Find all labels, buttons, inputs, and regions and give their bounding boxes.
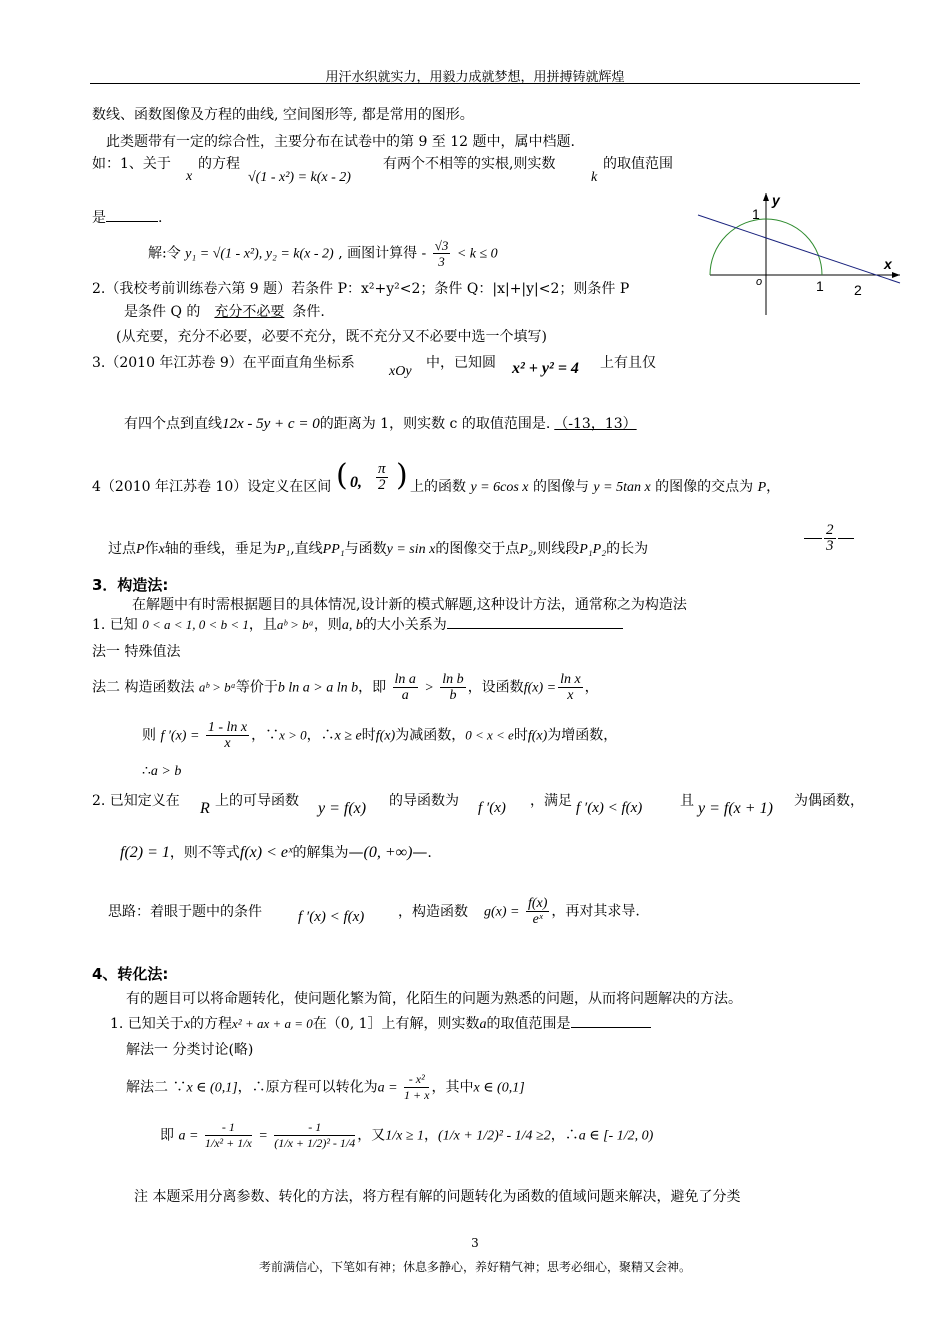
- problem-4-line-2: 过点P作x轴的垂线，垂足为P₁,直线PP₁与函数y = sin x的图像交于点P₂,则线段P₁P₂的长为: [108, 541, 649, 557]
- text-span: 中，已知圆: [426, 355, 496, 371]
- var-k: k: [591, 170, 598, 185]
- s4-transform: 即 a = $\frac{- 1}{\text{1/x² + 1/x}}$ = $\frac{- 1}{\text{(1/x + 1/2)² - 1/4}}$ ，又1/x ≥ 1，(1/x + 1/2)² - 1/4 ≥2，∴a ∈ [- 1/2, 0): [160, 1120, 654, 1150]
- even-func: y = f(x + 1): [698, 800, 773, 817]
- bracket-right: ): [396, 458, 408, 493]
- s3-derivative: 则 f ′(x) = $\frac{\text{1 - ln x}}{x}$ ，∵x > 0，∴x ≥ e时f(x)为减函数，0 < x < e时f(x)为增函数，: [142, 720, 618, 751]
- s4-solution-2: 解法二 ∵x ∈ (0,1]，∴原方程可以转化为a = $\frac{\text{- x²}}{1 + x}$ ，其中x ∈ (0,1]: [126, 1072, 525, 1102]
- problem-2-line: 是条件 Q 的 充分不必要 条件.: [124, 304, 325, 320]
- header-rule: [90, 83, 860, 84]
- question-1-line: 如：1、关于: [92, 156, 171, 172]
- problem-4-line: 4（2010 年江苏卷 10）设定义在区间: [92, 479, 332, 495]
- origin-label: o: [756, 276, 763, 288]
- line-y2: [698, 215, 900, 283]
- s4-solution-1: 解法一 分类讨论(略): [126, 1042, 254, 1058]
- interval-start: 0,: [350, 474, 362, 491]
- text-span: 且: [680, 793, 694, 809]
- var-x: x: [186, 169, 193, 184]
- s3-question-2: 2. 已知定义在: [92, 793, 180, 809]
- section-3-title: 3．构造法:: [92, 576, 169, 594]
- text-line: 是 .: [92, 210, 163, 226]
- hint-gx: g(x) = $\frac{f(x)}{\text{eˣ}}$ ，再对其求导.: [484, 896, 640, 927]
- x-tick-1: 1: [816, 278, 824, 294]
- problem-3-line: 有四个点到直线12x - 5y + c = 0的距离为 1，则实数 c 的取值范围是. （-13，13）: [124, 413, 659, 433]
- text-span: ，构造函数: [398, 904, 468, 920]
- y-axis-arrow: [763, 193, 769, 201]
- bracket-left: (: [336, 458, 348, 493]
- s4-question-1: 1. 已知关于x的方程x² + ax + a = 0在（0, 1］上有解，则实数a的取值范围是: [110, 1013, 651, 1033]
- s3-method-2: 法二 构造函数法 aᵇ > bᵃ等价于b ln a > a ln b，即 $\frac{\text{ln a}}{a}$ > $\frac{\text{ln b}}{b}$ ，设函数f(x) = $\frac{\text{ln x}}{x}$ ，: [92, 672, 599, 703]
- func-fprime: f ′(x): [478, 800, 506, 816]
- s3-question-1: 1. 已知 0 < a < 1, 0 < b < 1，且aᵇ > bᵃ，则a, b的大小关系为: [92, 614, 623, 634]
- s3-hint: 思路：着眼于题中的条件: [108, 904, 262, 920]
- func-y: y = f(x): [318, 800, 367, 817]
- text-span: 有两个不相等的实根,则实数: [383, 156, 556, 172]
- problem-3-line: 3.（2010 年江苏卷 9）在平面直角坐标系: [92, 355, 355, 371]
- pi-over-2: $\frac{\pi}{2}$: [378, 461, 386, 493]
- s3-conclusion: ∴a > b: [142, 763, 182, 779]
- ineq: f ′(x) < f(x): [576, 800, 643, 816]
- section-3-intro: 在解题中有时需根据题目的具体情况,设计新的模式解题,这种设计方法，通常称之为构造法: [132, 597, 687, 613]
- text-line: 此类题带有一定的综合性，主要分布在试卷中的第 9 至 12 题中，属中档题.: [106, 134, 575, 150]
- text-span: 上有且仅: [600, 355, 656, 371]
- x-axis-arrow: [892, 272, 900, 278]
- circle-line-figure: [690, 185, 910, 320]
- set-R: R: [200, 800, 210, 817]
- answer-two-thirds: $\frac{2}{3}$: [804, 523, 854, 554]
- text-line: 数线、函数图像及方程的曲线, 空间图形等, 都是常用的图形。: [92, 107, 474, 123]
- equation: √(1 - x²) = k(x - 2): [248, 170, 351, 185]
- section-4-intro: 有的题目可以将命题转化，使问题化繁为简，化陌生的问题为熟悉的问题，从而将问题解决的方法。: [126, 991, 742, 1007]
- problem-4-rest: 上的函数 y = 6cos x 的图像与 y = 5tan x 的图像的交点为 P，: [410, 479, 781, 495]
- x-label: x: [884, 256, 892, 272]
- section-4-title: 4、转化法:: [92, 965, 169, 983]
- var-xoy: xOy: [389, 364, 412, 379]
- text-span: 的导函数为: [389, 793, 459, 809]
- answer-blank: 充分不必要: [214, 304, 285, 320]
- answer-blank: （-13，13）: [554, 416, 637, 432]
- text-span: ，满足: [530, 793, 572, 809]
- hint-ineq: f ′(x) < f(x): [298, 909, 365, 925]
- x-tick-2: 2: [854, 282, 862, 298]
- header-motto: 用汗水织就实力，用毅力成就梦想，用拼搏铸就辉煌: [325, 70, 625, 85]
- text-span: 上的可导函数: [215, 793, 299, 809]
- s3-method-1: 法一 特殊值法: [92, 644, 181, 660]
- circle-equation: x² + y² = 4: [512, 360, 579, 377]
- y-tick-1: 1: [752, 206, 760, 222]
- footer-motto: 考前满信心，下笔如有神；休息多静心，养好精气神；思考必细心，聚精又会神。: [258, 1260, 691, 1274]
- text-span: 的取值范围: [603, 156, 673, 172]
- solution-line: 解:令 y₁ = √(1 - x²), y₂ = k(x - 2) , 画图计算得 - $\frac{√3}{3}$ < k ≤ 0: [148, 238, 498, 269]
- y-label: y: [772, 192, 780, 208]
- text-span: 的方程: [198, 156, 240, 172]
- problem-2-line: 2.（我校考前训练卷六第 9 题）若条件 P：x²+y²<2；条件 Q：|x|+|y|<2；则条件 P: [92, 281, 630, 297]
- s4-note: 注 本题采用分离参数、转化的方法，将方程有解的问题转化为函数的值域问题来解决，避免了分类: [134, 1189, 741, 1205]
- page-number: 3: [471, 1236, 479, 1250]
- text-span: 为偶函数，: [794, 793, 864, 809]
- problem-2-note: (从充要，充分不必要，必要不充分，既不充分又不必要中选一个填写): [116, 329, 547, 345]
- s3-question-2-line2: f(2) = 1，则不等式f(x) < eˣ的解集为—(0, +∞)—.: [120, 843, 432, 861]
